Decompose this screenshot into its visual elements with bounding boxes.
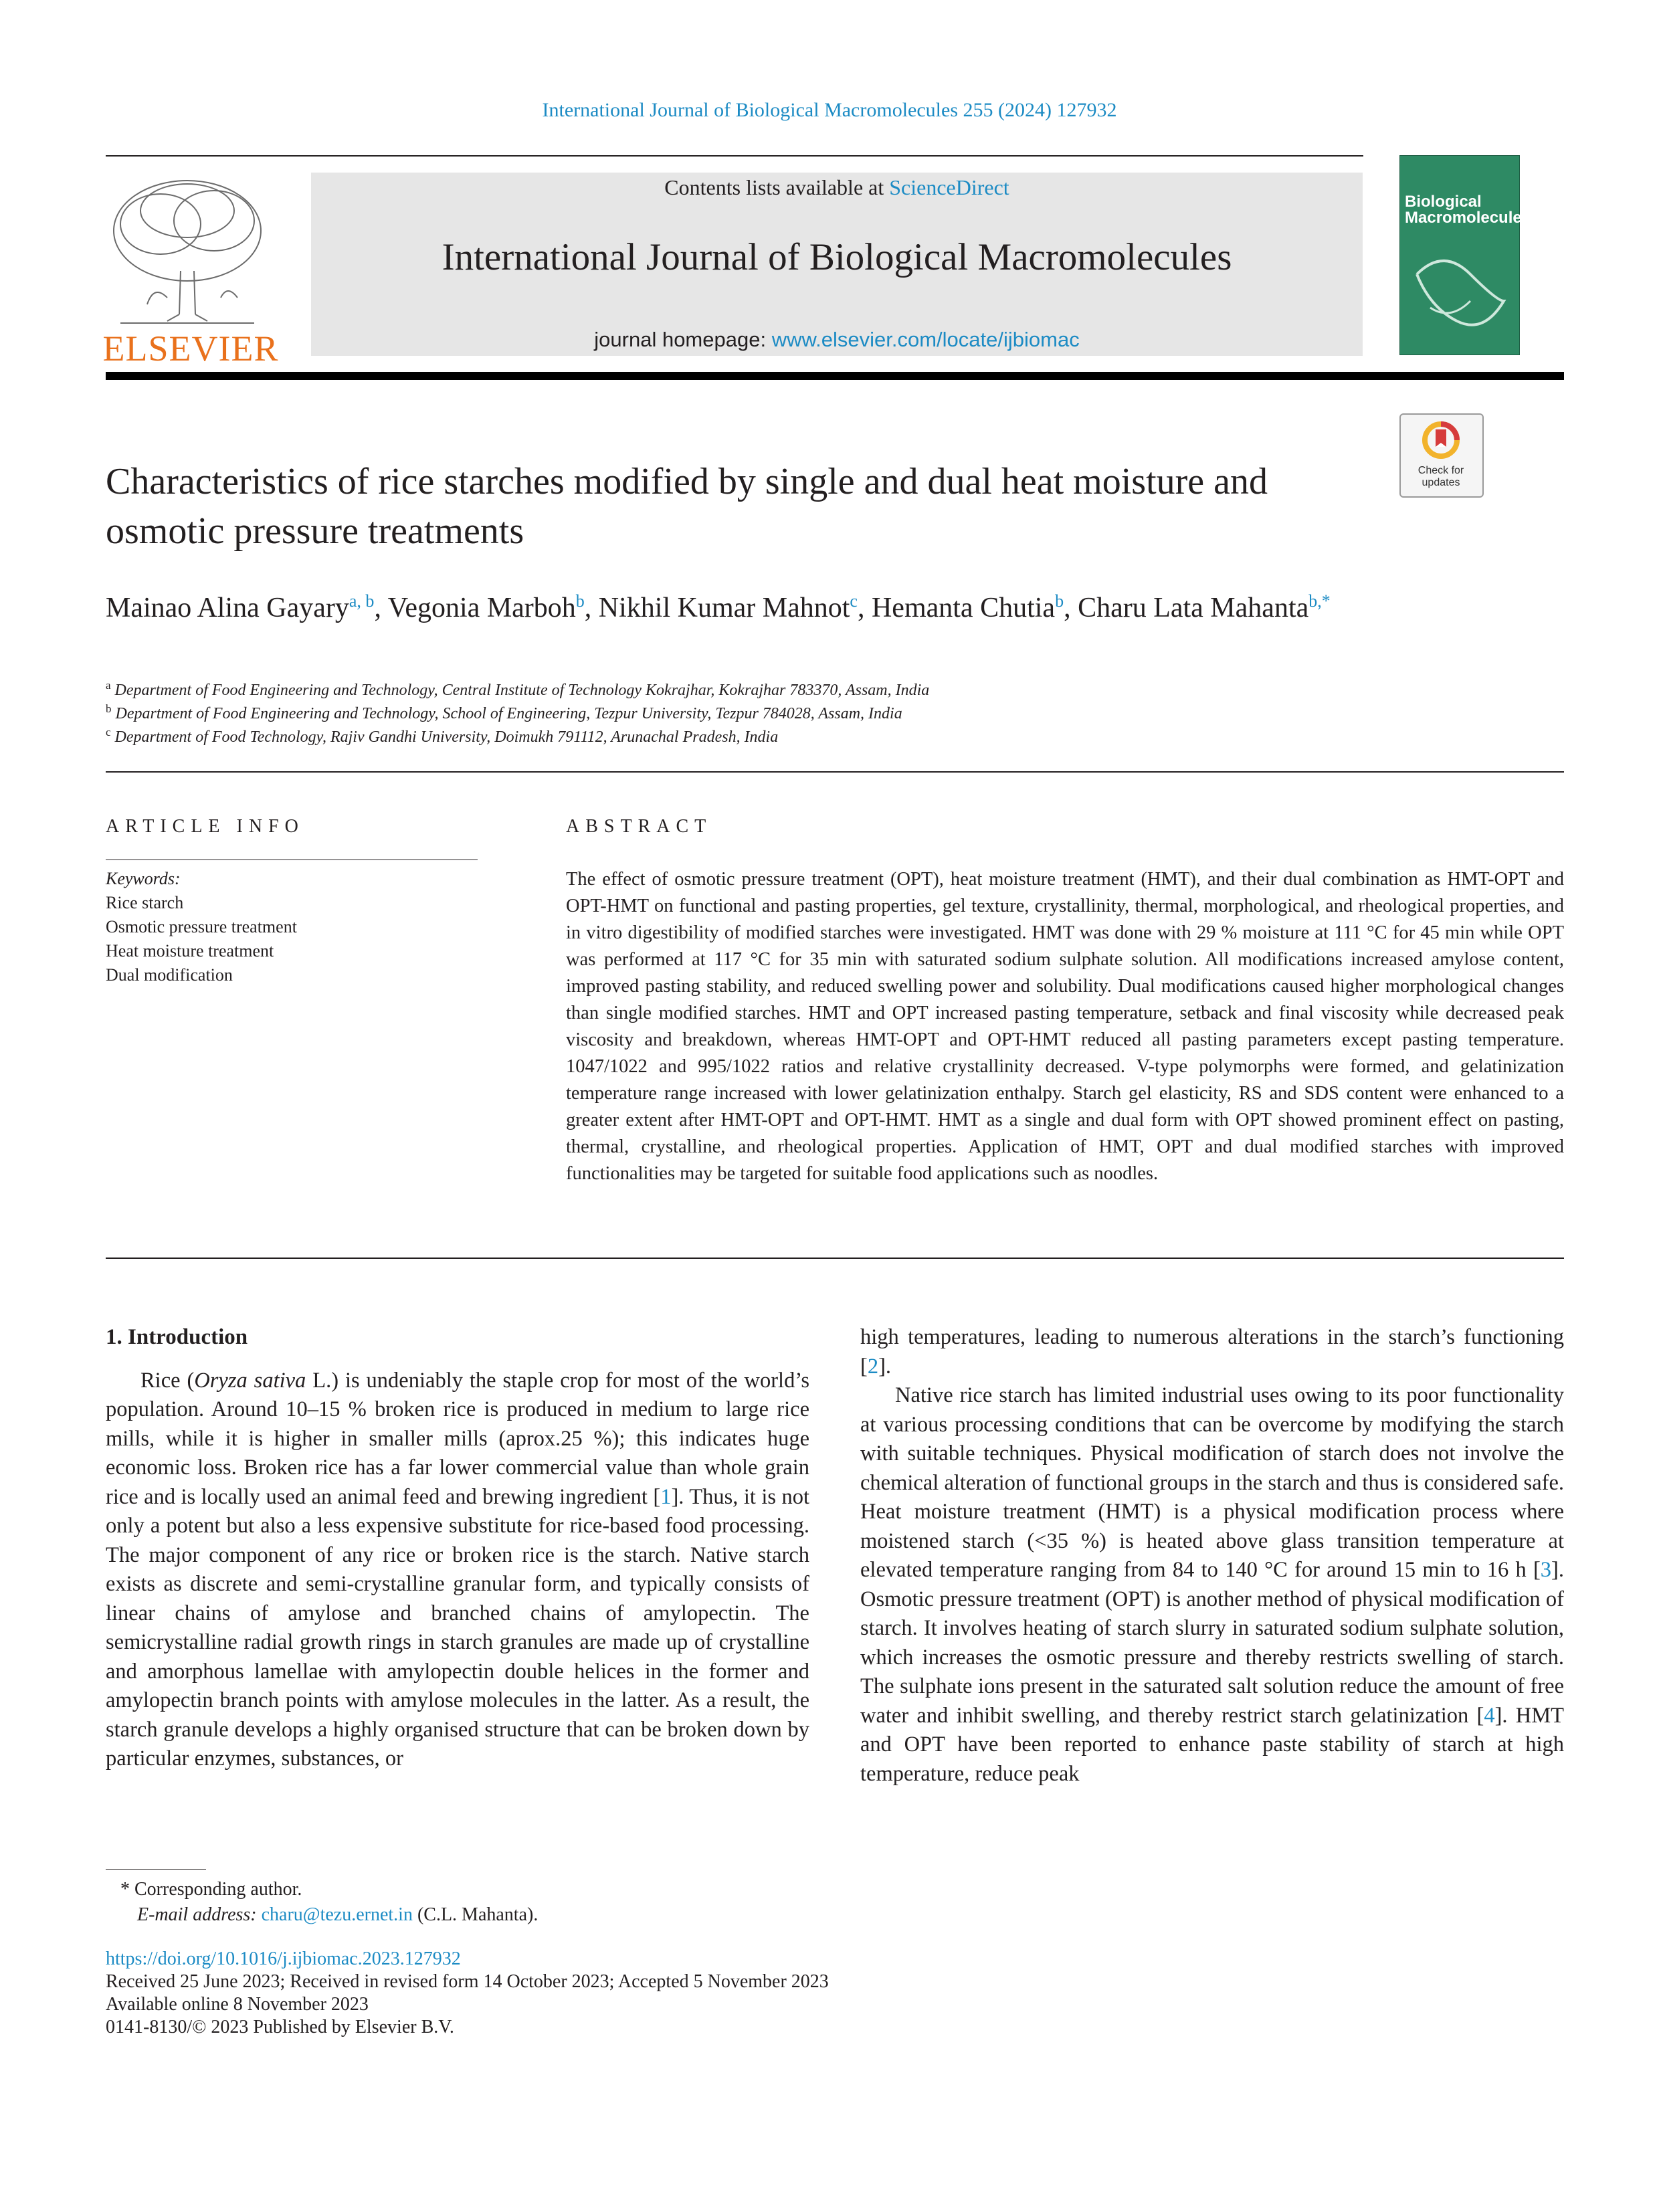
author-affil-mark[interactable]: b (1055, 591, 1064, 611)
affiliation (106, 726, 1377, 746)
abstract-heading: ABSTRACT (566, 816, 712, 837)
email-link[interactable]: charu@tezu.ernet.in (261, 1904, 413, 1925)
affiliation-text: Department of Food Engineering and Technology, Central Institute of Technology Kokrajhar, Kokrajhar 783370, Assam, India (114, 682, 930, 699)
text-run: ]. (878, 1354, 892, 1379)
affiliation (106, 679, 1377, 700)
copyright: 0141-8130/© 2023 Published by Elsevier B.V. (106, 2017, 454, 2037)
author: Mainao Alina Gayary (106, 593, 349, 623)
available-online: Available online 8 November 2023 (106, 1994, 369, 2015)
author-affil-mark[interactable]: b (575, 591, 585, 611)
body-left-column (106, 1323, 809, 1774)
author-separator: , (584, 593, 599, 623)
author-separator: , (374, 593, 388, 623)
cover-artwork-icon (1410, 234, 1510, 348)
running-header[interactable]: International Journal of Biological Macromolecules 255 (2024) 127932 (542, 99, 1117, 121)
email-label: E-mail address: (137, 1904, 262, 1925)
author: Vegonia Marboh (387, 593, 576, 623)
author: Charu Lata Mahanta (1078, 593, 1309, 623)
text-run: Native rice starch has limited industrial uses owing to its poor functionality at various processing conditions that can be overcome by modifying the starch with suitable techniques. Physical modification of starch does not involve the chemical alteration of functional groups in the starch and thus is considered safe. Heat moisture treatment (HMT) is a physical modification process where moistened starch (<35 %) is heated above glass transition temperature at elevated temperature ranging from 84 to 140 °C for around 15 min to 16 h [ (860, 1383, 1564, 1582)
body-right-column (860, 1323, 1564, 1789)
intro-paragraph-1 (106, 1367, 809, 1774)
affiliation-text: Department of Food Engineering and Technology, School of Engineering, Tezpur University, Tezpur 784028, Assam, India (115, 705, 902, 722)
crossmark-line2: updates (1422, 477, 1460, 488)
author-affil-mark[interactable]: a, b (349, 591, 375, 611)
affiliation-text: Department of Food Technology, Rajiv Gandhi University, Doimukh 791112, Arunachal Pradesh, India (114, 728, 779, 746)
text-run: high temperatures, leading to numerous alterations in the starch’s functioning [ (860, 1325, 1564, 1379)
keyword: Osmotic pressure treatment (106, 917, 297, 936)
affiliation (106, 702, 1377, 723)
section-heading-introduction: 1. Introduction (106, 1325, 248, 1349)
text-run: L.) is undeniably the staple crop for most of the world’s population. Around 10–15 % broken rice is produced in medium to large rice mills, while it is higher in smaller mills (aprox.25 %); this indicates huge economic loss. Broken rice has a far lower commercial value than whole grain rice and is locally used an animal feed and brewing ingredient [ (106, 1368, 809, 1509)
abstract-rule (106, 1258, 1564, 1259)
corresponding-author-note: * Corresponding author. (120, 1879, 302, 1900)
text-run: ]. Thus, it is not only a potent but also a less expensive substitute for rice-based food processing. The major component of any rice or broken rice is the starch. Native starch exists as discrete and semi-crystalline granular form, and typically consists of linear chains of amylose and branched chains of amylopectin. The semicrystalline radial growth rings in starch granules are made up of crystalline and amorphous lamellae with amylopectin double helices in the former and amylopectin branch points with amylose molecules in the latter. As a result, the starch granule develops a highly organised structure that can be broken down by particular enzymes, substances, or (106, 1484, 809, 1771)
crossmark-icon (1421, 420, 1461, 463)
author-separator: , (1064, 593, 1078, 623)
homepage-line (311, 328, 1363, 352)
journal-homepage-link[interactable]: www.elsevier.com/locate/ijbiomac (771, 328, 1080, 351)
affiliation-rule (106, 771, 1564, 773)
journal-name: International Journal of Biological Macromolecules (442, 236, 1232, 278)
contents-prefix: Contents lists available at (664, 175, 890, 199)
cover-title-line1: Biological (1405, 193, 1482, 211)
crossmark-line1: Check for (1418, 465, 1464, 476)
author: Nikhil Kumar Mahnot (598, 593, 850, 623)
author: Hemanta Chutia (871, 593, 1056, 623)
keywords-label: Keywords: (106, 869, 181, 888)
email-suffix: (C.L. Mahanta). (412, 1904, 539, 1925)
footnote-rule (106, 1869, 206, 1870)
homepage-prefix: journal homepage: (594, 328, 772, 351)
received-dates: Received 25 June 2023; Received in revised form 14 October 2023; Accepted 5 November 2023 (106, 1971, 829, 1992)
keyword: Dual modification (106, 965, 233, 985)
publisher-logo[interactable]: ELSEVIER (102, 328, 279, 369)
email-line (137, 1904, 538, 1926)
author-affil-mark[interactable]: b,* (1308, 591, 1331, 611)
affiliation-mark: a (106, 679, 111, 692)
intro-paragraph-2 (860, 1381, 1564, 1789)
masthead-rule (106, 372, 1564, 380)
affiliation-mark: c (106, 726, 111, 738)
citation-link[interactable]: 4 (1484, 1703, 1495, 1728)
text-run: ]. HMT and OPT have been reported to enhance paste stability of starch at high temperature, reduce peak (860, 1703, 1564, 1786)
text-run: ]. Osmotic pressure treatment (OPT) is another method of physical modification of starch. It involves heating of starch slurry in saturated sodium sulphate solution, which increases the osmotic pressure and thereby restricts swelling of starch. The sulphate ions present in the saturated salt solution reduce the amount of free water and inhibit swelling, and thereby restrict starch gelatinization [ (860, 1558, 1564, 1728)
cover-title-line2: Macromolecules (1405, 209, 1531, 227)
author-affil-mark[interactable]: c (850, 591, 858, 611)
article-info-heading: ARTICLE INFO (106, 816, 304, 837)
affiliation-mark: b (106, 702, 112, 715)
author-list (106, 581, 1377, 629)
doi-link[interactable]: https://doi.org/10.1016/j.ijbiomac.2023.127932 (106, 1948, 461, 1969)
sciencedirect-link[interactable]: ScienceDirect (889, 175, 1009, 199)
citation-link[interactable]: 3 (1540, 1558, 1552, 1582)
contents-line (311, 175, 1363, 200)
abstract-text: The effect of osmotic pressure treatment (OPT), heat moisture treatment (HMT), and their dual combination as HMT-OPT and OPT-HMT on functional and pasting properties, gel texture, crystallinity, thermal, morphological, and rheological properties, and in vitro digestibility of modified starches were investigated. HMT was done with 29 % moisture at 111 °C for 45 min while OPT was performed at 117 °C for 35 min with saturated sodium sulphate solution. All modifications increased amylose content, improved pasting stability, and reduced swelling power and solubility. Dual modifications caused higher morphological changes than single modified starches. HMT and OPT increased pasting temperature, setback and final viscosity while decreased peak viscosity and breakdown, whereas HMT-OPT and OPT-HMT reduced all pasting parameters except pasting temperature. 1047/1022 and 995/1022 ratios and relative crystallinity decreased. V-type polymorphs were formed, and gelatinization temperature range increased with lower gelatinization enthalpy. Starch gel elasticity, RS and SDS content were enhanced to a greater extent after HMT-OPT and OPT-HMT. HMT as a single and dual form with OPT showed prominent effect on pasting, thermal, crystalline, and rheological properties. Application of HMT, OPT and dual modified starches with improved functionalities may be targeted for suitable food applications such as noodles. (566, 869, 1564, 1184)
keyword: Rice starch (106, 893, 184, 912)
cover-title (1405, 193, 1531, 227)
species-name: Oryza sativa (194, 1368, 306, 1393)
article-title: Characteristics of rice starches modified by single and dual heat moisture and osmotic pressure treatments (106, 461, 1268, 552)
citation-link[interactable]: 2 (867, 1354, 879, 1379)
citation-link[interactable]: 1 (660, 1484, 672, 1509)
intro-paragraph-continued (860, 1323, 1564, 1381)
text-run: Rice ( (140, 1368, 195, 1393)
header-rule (106, 155, 1363, 157)
keyword: Heat moisture treatment (106, 941, 274, 961)
crossmark-label (1399, 465, 1482, 489)
author-separator: , (857, 593, 872, 623)
